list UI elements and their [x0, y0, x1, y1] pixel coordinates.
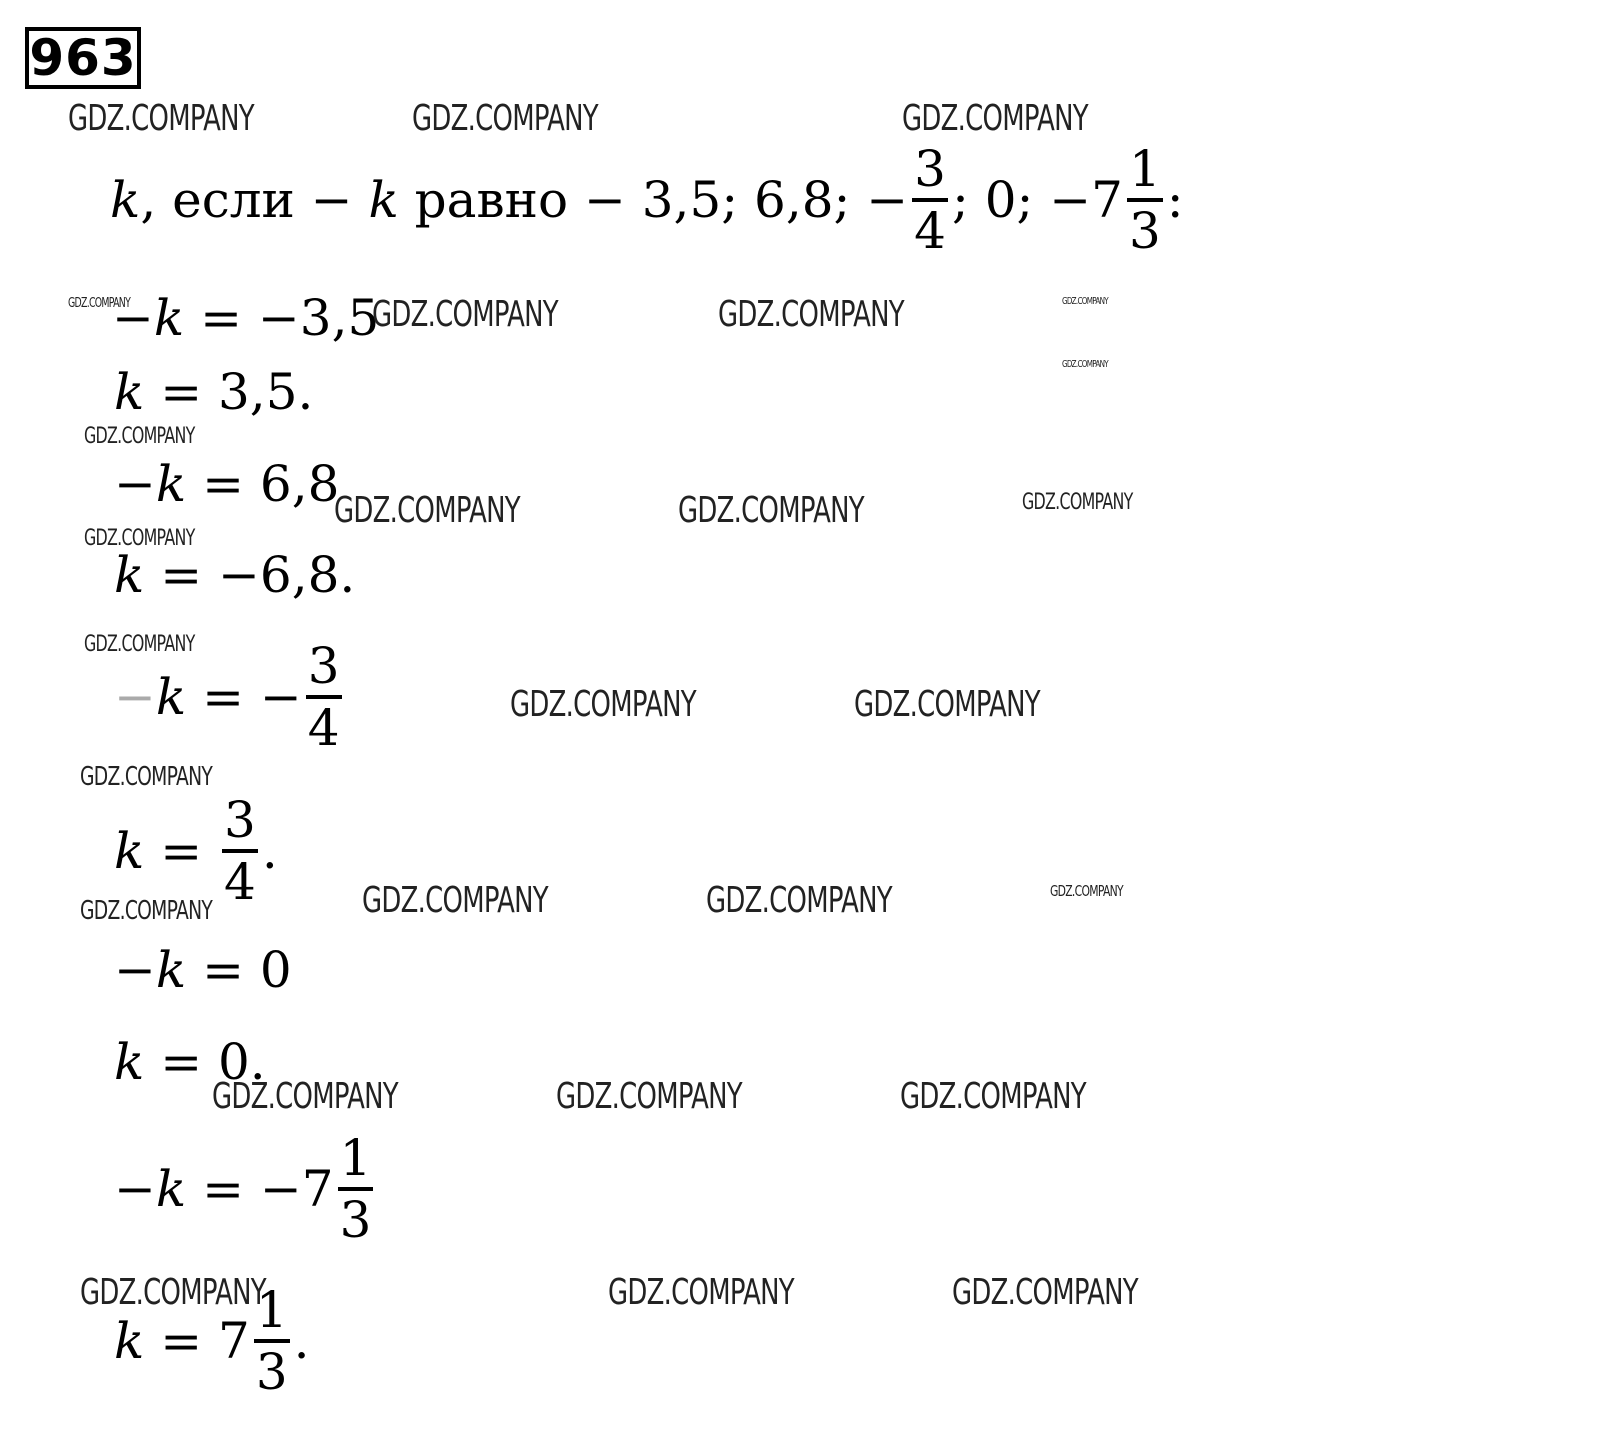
equation-rest: = −7	[186, 1160, 334, 1218]
watermark: GDZ.COMPANY	[510, 684, 696, 725]
variable-k: k	[368, 171, 399, 229]
problem-text: равно − 3,5; 6,8; −	[398, 171, 909, 229]
equation-rest: = −6,8.	[144, 546, 356, 604]
equation-rest: = 6,8	[186, 455, 340, 513]
minus-sign: −	[114, 455, 156, 513]
variable-k: k	[155, 941, 187, 999]
variable-k: k	[155, 455, 187, 513]
fraction	[306, 637, 342, 757]
watermark: GDZ.COMPANY	[412, 98, 598, 139]
watermark: GDZ.COMPANY	[212, 1076, 398, 1117]
fraction-numerator: 1	[254, 1285, 290, 1343]
variable-k: k	[110, 171, 141, 229]
watermark: GDZ.COMPANY	[372, 294, 558, 335]
variable-k: k	[114, 546, 145, 604]
variable-k: k	[114, 363, 145, 421]
variable-k: k	[155, 1160, 187, 1218]
equation-rest: = −3,5	[184, 289, 380, 347]
variable-k: k	[155, 668, 187, 726]
equation-rest: = 0	[186, 941, 292, 999]
fraction	[338, 1129, 374, 1249]
fraction-denominator: 4	[307, 699, 340, 757]
watermark: GDZ.COMPANY	[1022, 490, 1133, 515]
minus-sign: −	[112, 289, 154, 347]
problem-text: ; 0; −7	[951, 171, 1123, 229]
problem-statement	[110, 140, 1184, 260]
watermark: GDZ.COMPANY	[362, 880, 548, 921]
equation-end: .	[261, 822, 278, 880]
fraction-numerator: 3	[306, 641, 342, 699]
watermark: GDZ.COMPANY	[854, 684, 1040, 725]
watermark: GDZ.COMPANY	[1050, 882, 1123, 900]
watermark: GDZ.COMPANY	[84, 526, 195, 551]
watermark: GDZ.COMPANY	[900, 1076, 1086, 1117]
equation	[112, 288, 379, 348]
fraction-denominator: 4	[914, 202, 946, 260]
variable-k: k	[114, 822, 145, 880]
watermark: GDZ.COMPANY	[80, 762, 213, 792]
fraction-numerator: 1	[1127, 144, 1163, 202]
problem-text: , если −	[140, 171, 369, 229]
minus-sign: −	[114, 941, 156, 999]
variable-k: k	[114, 1312, 145, 1370]
problem-text: :	[1166, 171, 1184, 229]
fraction-numerator: 3	[912, 144, 948, 202]
equation	[114, 454, 339, 514]
watermark: GDZ.COMPANY	[68, 98, 254, 139]
watermark: GDZ.COMPANY	[678, 490, 864, 531]
fraction-denominator: 3	[255, 1343, 288, 1401]
watermark: GDZ.COMPANY	[84, 424, 195, 449]
equation	[114, 362, 313, 422]
watermark: GDZ.COMPANY	[952, 1272, 1138, 1313]
variable-k: k	[114, 1033, 145, 1091]
watermark: GDZ.COMPANY	[706, 880, 892, 921]
watermark: GDZ.COMPANY	[556, 1076, 742, 1117]
equation-end: .	[293, 1312, 310, 1370]
equation-rest: = 0.	[144, 1033, 266, 1091]
watermark: GDZ.COMPANY	[80, 896, 213, 926]
fraction	[222, 791, 258, 911]
equation-rest: = −	[186, 668, 302, 726]
watermark: GDZ.COMPANY	[84, 632, 195, 657]
equation-rest: =	[144, 822, 218, 880]
equation	[114, 545, 355, 605]
fraction-denominator: 4	[224, 853, 256, 911]
equation	[114, 940, 292, 1000]
fraction-denominator: 3	[1128, 202, 1161, 260]
watermark: GDZ.COMPANY	[1062, 296, 1108, 307]
fraction-numerator: 3	[222, 795, 258, 853]
watermark: GDZ.COMPANY	[902, 98, 1088, 139]
fraction	[1127, 140, 1163, 260]
fraction-numerator: 1	[338, 1133, 374, 1191]
equation-rest: = 3,5.	[144, 363, 314, 421]
equation-rest: = 7	[144, 1312, 250, 1370]
watermark: GDZ.COMPANY	[68, 296, 131, 311]
watermark: GDZ.COMPANY	[718, 294, 904, 335]
variable-k: k	[153, 289, 185, 347]
minus-sign: −	[114, 668, 156, 726]
task-number: 963	[25, 27, 141, 89]
watermark: GDZ.COMPANY	[334, 490, 520, 531]
equation	[114, 1124, 377, 1254]
watermark: GDZ.COMPANY	[608, 1272, 794, 1313]
watermark: GDZ.COMPANY	[80, 1272, 266, 1313]
fraction-denominator: 3	[339, 1191, 372, 1249]
fraction	[912, 140, 948, 260]
watermark: GDZ.COMPANY	[1062, 359, 1108, 370]
minus-sign: −	[114, 1160, 156, 1218]
